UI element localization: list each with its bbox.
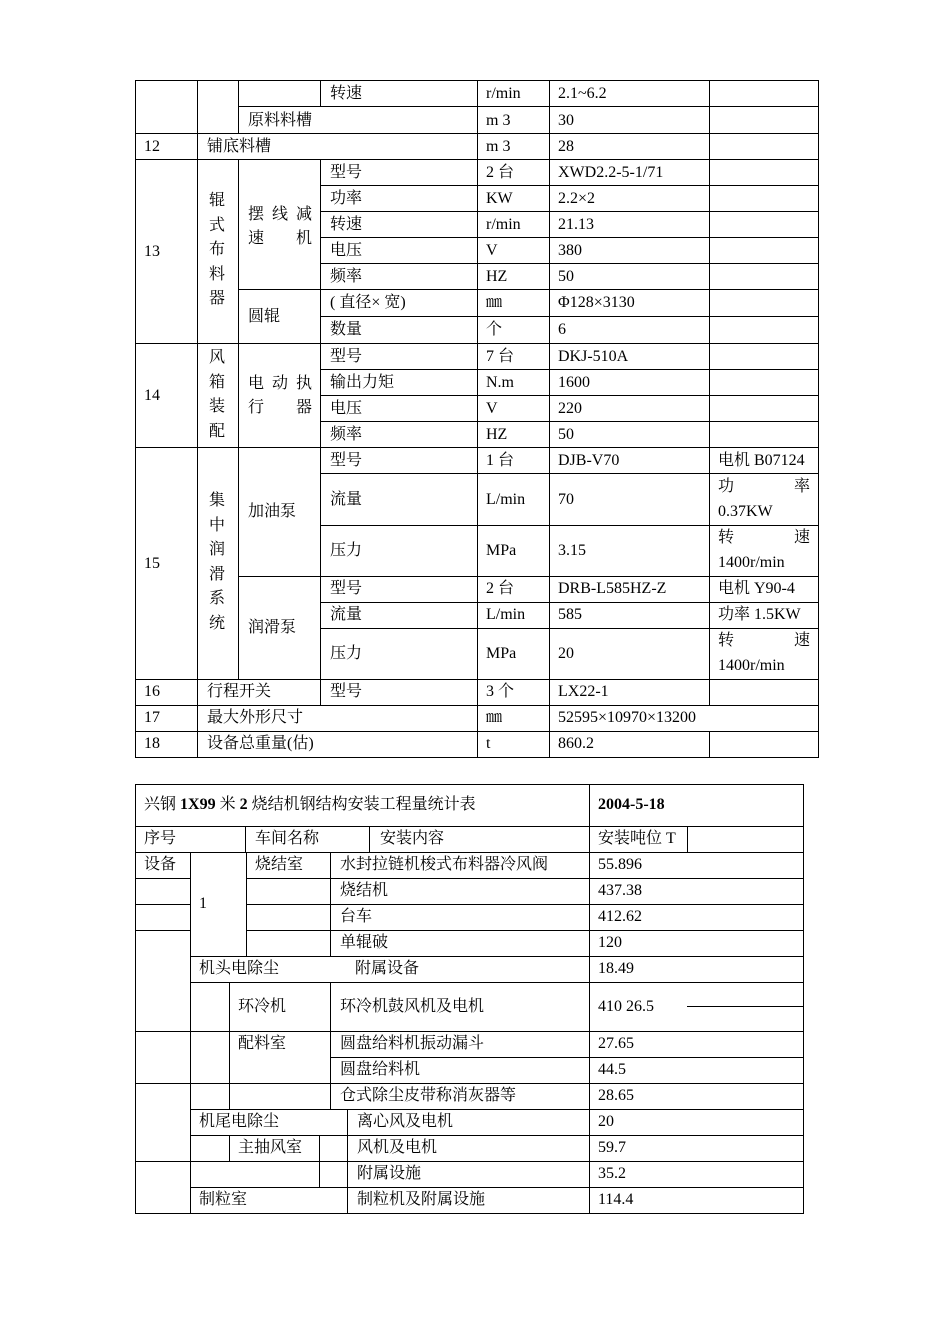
unit-label: 2 台 (486, 580, 515, 597)
unit-label: HZ (486, 268, 508, 285)
tonnage-cell: 55.896 (598, 856, 642, 873)
unit-label: m 3 (486, 138, 511, 155)
value-cell: 2.2×2 (558, 190, 596, 207)
value-cell: 20 (558, 645, 574, 662)
content-cell: 风机及电机 (357, 1139, 438, 1156)
item-name: 铺底料槽 (207, 138, 272, 155)
row-number: 14 (144, 387, 160, 404)
value-cell: 380 (558, 242, 582, 259)
subdevice-name: 圆辊 (248, 308, 281, 325)
tonnage-cell: 28.65 (598, 1087, 634, 1104)
content-cell: 附属设施 (357, 1165, 422, 1182)
device-name-vertical: 集中润滑系统 (208, 492, 225, 632)
note-cell: 转 速 (718, 529, 810, 546)
subdevice-name: 摆 线 减 速 机 (248, 206, 312, 247)
row-number: 16 (144, 683, 160, 700)
value-cell: 585 (558, 606, 582, 623)
note-cell: 电机 B07124 (718, 452, 805, 469)
note-cell: 功率 1.5KW (718, 606, 801, 623)
workshop-cell: 机尾电除尘 (199, 1113, 280, 1130)
tonnage-cell: 114.4 (598, 1191, 634, 1208)
value-cell: 50 (558, 426, 574, 443)
param-label: 电压 (330, 242, 363, 259)
param-label: 型号 (330, 580, 363, 597)
subdevice-name: 加油泵 (248, 503, 297, 520)
content-cell: 离心风及电机 (357, 1113, 454, 1130)
group-number: 1 (199, 895, 207, 912)
content-cell: 烧结机 (340, 882, 389, 899)
table-title: 兴钢 1X99 米 2 烧结机钢结构安装工程量统计表 (144, 796, 476, 813)
content-cell: 制粒机及附属设施 (357, 1191, 486, 1208)
unit-label: r/min (486, 216, 521, 233)
row-number: 15 (144, 555, 160, 572)
workshop-cell: 制粒室 (199, 1191, 248, 1208)
content-cell: 附属设备 (355, 960, 420, 977)
note-cell: 0.37KW (718, 503, 773, 520)
content-cell: 环冷机鼓风机及电机 (340, 998, 485, 1015)
unit-label: MPa (486, 542, 517, 559)
param-label: 输出力矩 (330, 374, 395, 391)
content-cell: 台车 (340, 908, 373, 925)
tonnage-cell: 27.65 (598, 1035, 634, 1052)
row-number: 18 (144, 735, 160, 752)
workshop-cell: 环冷机 (238, 998, 287, 1015)
item-name: 最大外形尺寸 (207, 709, 304, 726)
unit-label: HZ (486, 426, 508, 443)
unit-label: KW (486, 190, 513, 207)
note-cell: 转 速 (718, 632, 810, 649)
unit-label: t (486, 735, 491, 752)
tonnage-cell: 120 (598, 934, 622, 951)
value-cell: 28 (558, 138, 574, 155)
value-cell: DJB-V70 (558, 452, 620, 469)
content-cell: 圆盘给料机振动漏斗 (340, 1035, 485, 1052)
unit-label: r/min (486, 85, 521, 102)
param-label: 压力 (330, 645, 363, 662)
unit-label: 3 个 (486, 683, 515, 700)
param-label: 数量 (330, 321, 363, 338)
header-tonnage: 安装吨位 T (598, 830, 676, 847)
workshop-cell: 机头电除尘 (199, 960, 280, 977)
unit-label: 1 台 (486, 452, 515, 469)
value-cell: DRB-L585HZ-Z (558, 580, 667, 597)
unit-label: ㎜ (486, 294, 503, 311)
value-cell: XWD2.2-5-1/71 (558, 164, 664, 181)
value-cell: 70 (558, 491, 574, 508)
tonnage-cell: 410 26.5 (598, 998, 654, 1015)
note-cell: 功 率 (718, 478, 810, 495)
unit-label: 个 (486, 321, 503, 338)
value-cell: 2.1~6.2 (558, 85, 607, 102)
workshop-cell: 烧结室 (255, 856, 304, 873)
param-label: 频率 (330, 268, 363, 285)
unit-label: V (486, 400, 498, 417)
value-cell: 50 (558, 268, 574, 285)
unit-label: L/min (486, 491, 526, 508)
unit-label: ㎜ (486, 709, 503, 726)
param-label: 流量 (330, 606, 363, 623)
value-cell: 52595×10970×13200 (558, 709, 697, 726)
param-label: 流量 (330, 491, 363, 508)
value-cell: 1600 (558, 374, 590, 391)
unit-label: 2 台 (486, 164, 515, 181)
note-cell: 电机 Y90-4 (718, 580, 795, 597)
value-cell: Φ128×3130 (558, 294, 635, 311)
tonnage-cell: 437.38 (598, 882, 642, 899)
header-content: 安装内容 (380, 830, 445, 847)
note-cell: 1400r/min (718, 657, 785, 674)
value-cell: 21.13 (558, 216, 594, 233)
unit-label: V (486, 242, 498, 259)
param-label: 电压 (330, 400, 363, 417)
param-label: 压力 (330, 542, 363, 559)
param-label: 型号 (330, 348, 363, 365)
equipment-label: 设备 (144, 856, 177, 873)
value-cell: LX22-1 (558, 683, 609, 700)
param-label: ( 直径× 宽) (330, 294, 406, 311)
unit-label: 7 台 (486, 348, 515, 365)
subdevice-name: 电 动 执 行器 (248, 375, 312, 416)
param-label: 转速 (330, 85, 363, 102)
workshop-cell: 配料室 (238, 1035, 287, 1052)
row-number: 13 (144, 243, 160, 260)
workshop-cell: 主抽风室 (238, 1139, 303, 1156)
value-cell: 860.2 (558, 735, 594, 752)
header-number: 序号 (144, 830, 177, 847)
value-cell: 6 (558, 321, 566, 338)
value-cell: 220 (558, 400, 582, 417)
item-name: 原料料槽 (248, 112, 313, 129)
unit-label: N.m (486, 374, 514, 391)
device-name-vertical: 辊式布料器 (208, 192, 225, 307)
value-cell: 3.15 (558, 542, 586, 559)
unit-label: m 3 (486, 112, 511, 129)
param-label: 型号 (330, 164, 363, 181)
note-cell: 1400r/min (718, 554, 785, 571)
subdevice-name: 润滑泵 (248, 619, 297, 636)
param-label: 转速 (330, 216, 363, 233)
content-cell: 单辊破 (340, 934, 389, 951)
content-cell: 圆盘给料机 (340, 1061, 421, 1078)
tonnage-cell: 18.49 (598, 960, 634, 977)
header-workshop: 车间名称 (255, 830, 320, 847)
row-number: 12 (144, 138, 160, 155)
device-name-vertical: 风箱装配 (208, 349, 225, 440)
tonnage-cell: 35.2 (598, 1165, 626, 1182)
row-number: 17 (144, 709, 160, 726)
value-cell: 30 (558, 112, 574, 129)
table-date: 2004-5-18 (598, 796, 665, 813)
content-cell: 水封拉链机梭式布料器冷风阀 (340, 856, 549, 873)
item-name: 设备总重量(估) (207, 735, 314, 752)
param-label: 功率 (330, 190, 363, 207)
content-cell: 仓式除尘皮带称消灰器等 (340, 1087, 517, 1104)
tonnage-cell: 44.5 (598, 1061, 626, 1078)
param-label: 频率 (330, 426, 363, 443)
tonnage-cell: 412.62 (598, 908, 642, 925)
item-name: 行程开关 (207, 683, 272, 700)
tonnage-cell: 20 (598, 1113, 614, 1130)
param-label: 型号 (330, 452, 363, 469)
value-cell: DKJ-510A (558, 348, 629, 365)
unit-label: L/min (486, 606, 526, 623)
unit-label: MPa (486, 645, 517, 662)
tonnage-cell: 59.7 (598, 1139, 626, 1156)
param-label: 型号 (330, 683, 363, 700)
